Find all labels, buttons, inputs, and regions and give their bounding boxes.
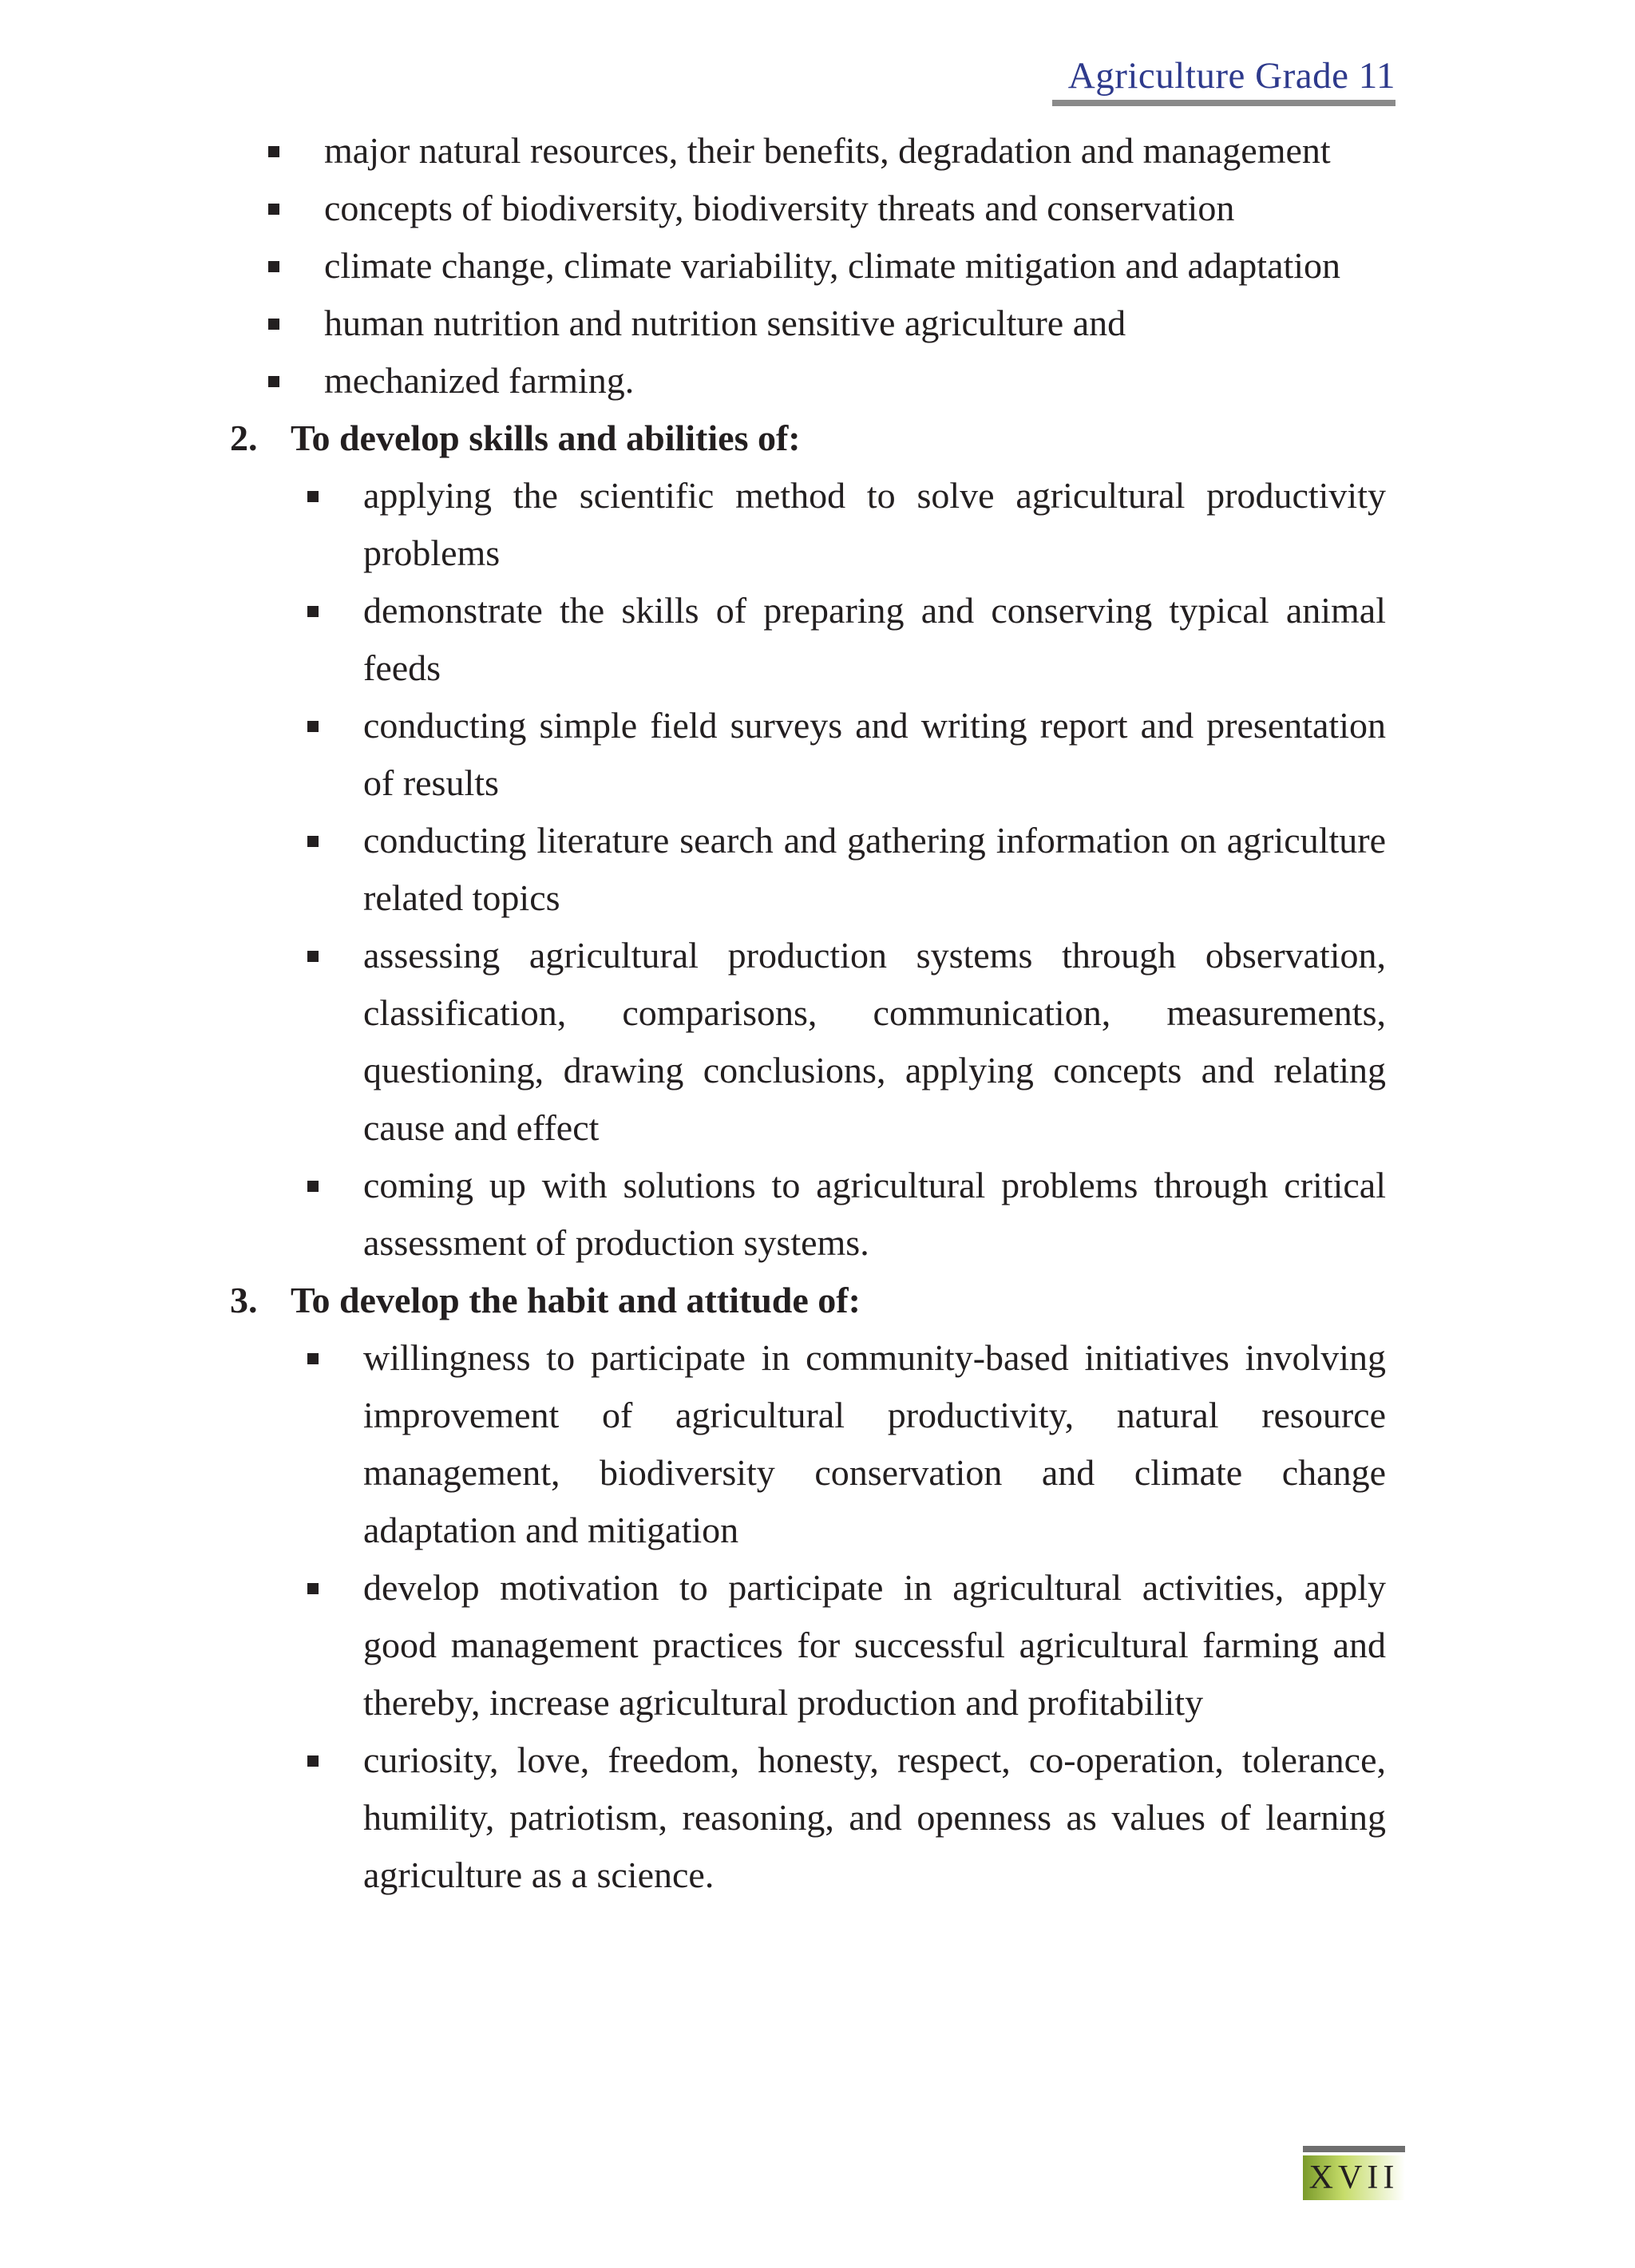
running-header-title: Agriculture Grade 11 bbox=[1052, 57, 1395, 106]
list-item: assessing agricultural production systems through observation, classification, comparisons, communication, measurements, questioning, drawing conclusions, applying concepts and relating cause and effect bbox=[363, 927, 1386, 1157]
list-item: willingness to participate in community-based initiatives involving improvement of agricultural productivity, natural resource management, biodiversity conservation and climate change adaptation and mitigation bbox=[363, 1329, 1386, 1559]
list-item: major natural resources, their benefits, degradation and management bbox=[324, 122, 1386, 180]
square-bullet-icon bbox=[268, 319, 279, 330]
square-bullet-icon bbox=[268, 146, 279, 157]
square-bullet-icon bbox=[307, 491, 319, 502]
square-bullet-icon bbox=[268, 204, 279, 215]
list-item: coming up with solutions to agricultural problems through critical assessment of production systems. bbox=[363, 1157, 1386, 1272]
list-item: human nutrition and nutrition sensitive agriculture and bbox=[324, 295, 1386, 352]
square-bullet-icon bbox=[307, 1181, 319, 1192]
list-item: conducting literature search and gathering information on agriculture related topics bbox=[363, 812, 1386, 927]
list-item: demonstrate the skills of preparing and conserving typical animal feeds bbox=[363, 582, 1386, 697]
list-item: curiosity, love, freedom, honesty, respect, co-operation, tolerance, humility, patriotism, reasoning, and openness as values of learning agriculture as a science. bbox=[363, 1732, 1386, 1904]
page-number-rule bbox=[1303, 2146, 1405, 2152]
square-bullet-icon bbox=[307, 1755, 319, 1767]
square-bullet-icon bbox=[307, 1353, 319, 1364]
square-bullet-icon bbox=[307, 951, 319, 962]
list-item: develop motivation to participate in agricultural activities, apply good management practices for successful agricultural farming and thereby, increase agricultural production and profitability bbox=[363, 1559, 1386, 1732]
square-bullet-icon bbox=[268, 376, 279, 387]
section-title: To develop skills and abilities of: bbox=[291, 418, 801, 458]
square-bullet-icon bbox=[307, 836, 319, 847]
list-item: applying the scientific method to solve agricultural productivity problems bbox=[363, 467, 1386, 582]
section-number: 3. bbox=[230, 1280, 258, 1320]
section-heading-attitude bbox=[230, 1272, 861, 1329]
list-item: concepts of biodiversity, biodiversity threats and conservation bbox=[324, 180, 1386, 237]
attitude-bullet-list bbox=[363, 1329, 1386, 1904]
list-item: conducting simple field surveys and writing report and presentation of results bbox=[363, 697, 1386, 812]
square-bullet-icon bbox=[307, 606, 319, 617]
section-number: 2. bbox=[230, 418, 258, 458]
list-item: mechanized farming. bbox=[324, 352, 1386, 410]
square-bullet-icon bbox=[268, 261, 279, 272]
square-bullet-icon bbox=[307, 1583, 319, 1594]
skills-bullet-list bbox=[363, 467, 1386, 1272]
section-heading-skills bbox=[230, 410, 801, 467]
page-number: XVII bbox=[1303, 2155, 1405, 2200]
square-bullet-icon bbox=[307, 721, 319, 732]
section-title: To develop the habit and attitude of: bbox=[291, 1280, 861, 1320]
list-item: climate change, climate variability, climate mitigation and adaptation bbox=[324, 237, 1386, 295]
continued-bullet-list bbox=[324, 122, 1386, 410]
